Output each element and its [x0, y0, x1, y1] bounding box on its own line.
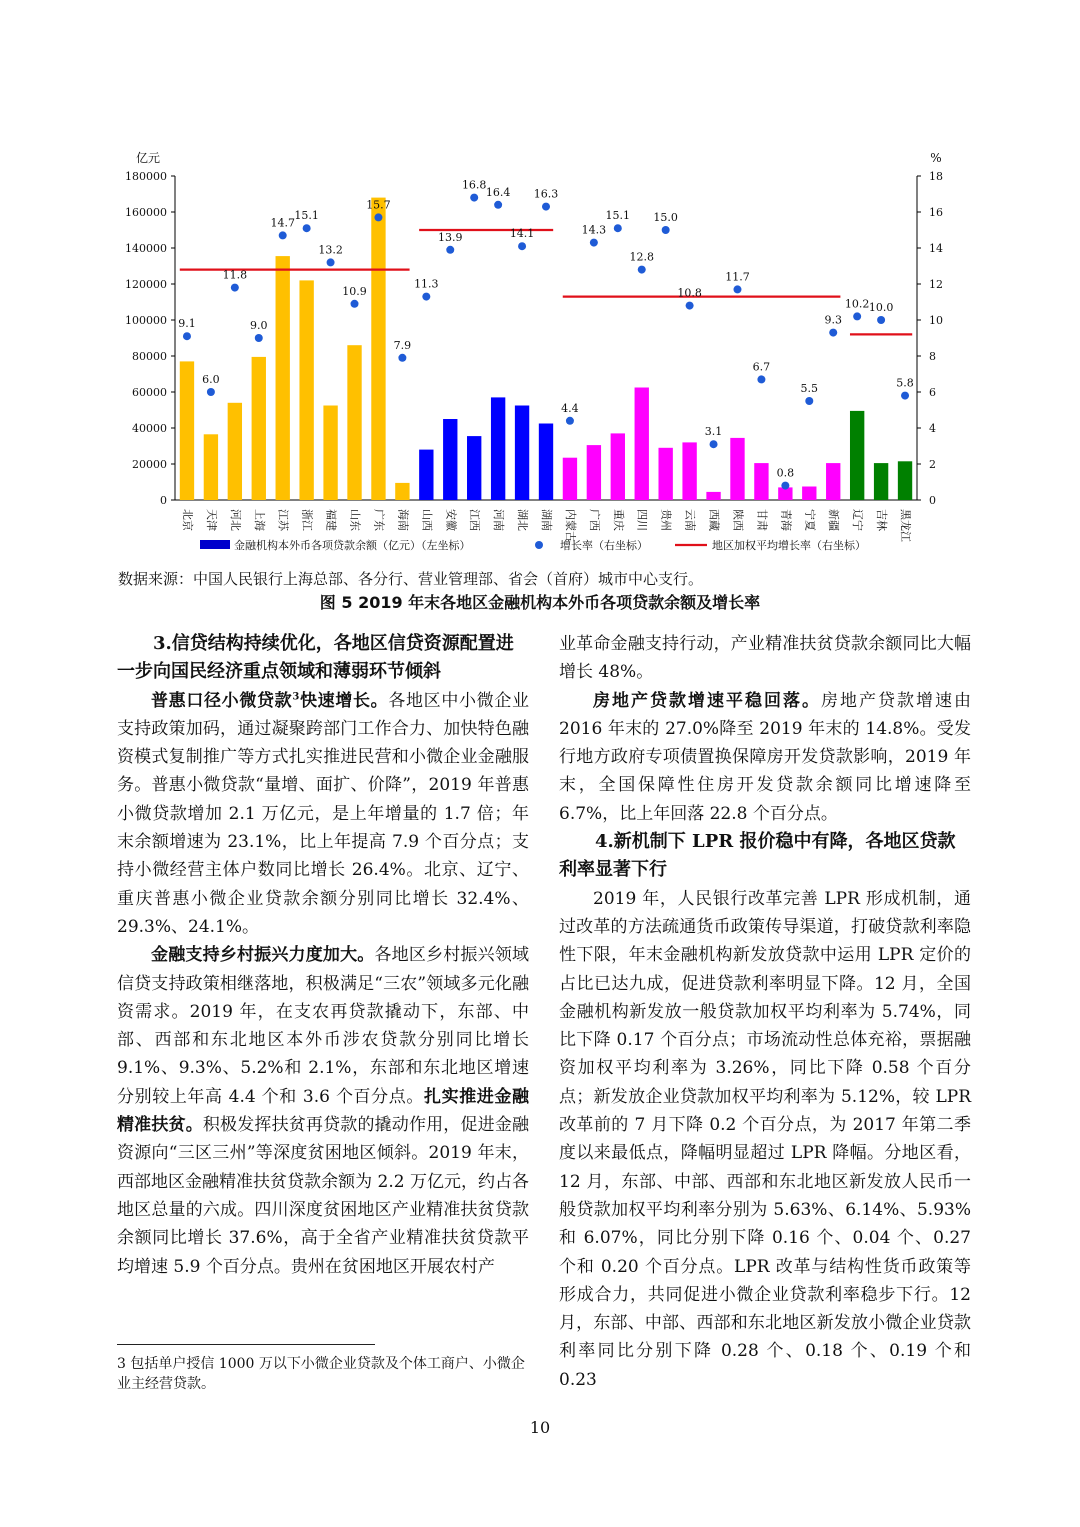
- growth-rate-label: 6.7: [752, 360, 771, 374]
- loan-bar: [850, 411, 864, 500]
- growth-rate-point: [279, 231, 287, 239]
- growth-rate-point: [422, 293, 430, 301]
- category-label: 新疆: [827, 509, 841, 531]
- loan-bar: [682, 442, 696, 500]
- right-tick-label: 8: [929, 350, 936, 363]
- growth-rate-label: 13.2: [318, 243, 343, 257]
- growth-rate-point: [231, 284, 239, 292]
- loan-bar: [898, 461, 912, 500]
- growth-rate-label: 0.8: [776, 466, 795, 480]
- loan-bar: [587, 445, 601, 500]
- paragraph-body: 房地产贷款增速由 2016 年末的 27.0%降至 2019 年末的 14.8%。受发行地方政府专项债置换保障房开发贷款影响，2019 年末，全国保障性住房开发贷款余额同比增速降至 6.7%，比上年回落 22.8 个百分点。: [559, 690, 971, 824]
- category-label: 广西: [587, 509, 601, 531]
- category-label: 湖北: [516, 509, 530, 531]
- category-label: 上海: [252, 509, 266, 531]
- paragraph-real-estate: [559, 687, 971, 828]
- right-tick-label: 6: [929, 386, 936, 399]
- loan-bar: [419, 450, 433, 500]
- growth-rate-label: 14.3: [581, 223, 607, 237]
- left-tick-label: 140000: [125, 242, 167, 255]
- figure-caption: 图 5 2019 年末各地区金融机构本外币各项贷款余额及增长率: [319, 593, 761, 612]
- loan-bar: [443, 419, 457, 500]
- category-label: 天津: [204, 509, 218, 531]
- category-label: 宁夏: [803, 509, 817, 531]
- left-tick-label: 120000: [125, 278, 167, 291]
- growth-rate-label: 15.7: [366, 198, 391, 212]
- growth-rate-point: [614, 224, 622, 232]
- growth-rate-label: 16.8: [461, 178, 487, 192]
- growth-rate-label: 4.4: [561, 401, 579, 415]
- growth-rate-point: [255, 334, 263, 342]
- growth-rate-point: [374, 213, 382, 221]
- loan-bar: [539, 424, 553, 501]
- growth-rate-label: 15.1: [294, 209, 319, 223]
- loan-bar: [635, 388, 649, 501]
- growth-rate-point: [470, 194, 478, 202]
- loan-balance-chart: [0, 0, 1080, 600]
- growth-rate-label: 16.4: [485, 185, 511, 199]
- loan-bar: [515, 406, 529, 501]
- paragraph-lpr: 2019 年，人民银行改革完善 LPR 形成机制，通过改革的方法疏通货币政策传导渠道，打破贷款利率隐性下限，年末金融机构新发放贷款中运用 LPR 定价的占比已达九成，促进贷款利率明显下降。12 月，全国金融机构新发放一般贷款加权平均利率为 5.74%，同比下降 0.17 个百分点；市场流动性总体充裕，票据融资加权平均利率为 3.26%，同比下降 0.58 个百分点；新发放企业贷款加权平均利率为 5.12%，较 LPR 改革前的 7 月下降 0.2 个百分点，为 2017 年第二季度以来最低点，降幅明显超过 LPR 降幅。分地区看，12 月，东部、中部、西部和东北地区新发放人民币一般贷款加权平均利率分别为 5.63%、6.14%、5.93%和 6.07%，同比分别下降 0.16 个、0.04 个、0.27 个和 0.20 个百分点。LPR 改革与结构性货币政策等形成合力，共同促进小微企业贷款利率稳步下行。12 月，东部、中部、西部和东北地区新发放小微企业贷款利率同比分别下降 0.28 个、0.18 个、0.19 个和 0.23: [559, 888, 971, 1390]
- growth-rate-point: [638, 266, 646, 274]
- category-label: 浙江: [300, 509, 314, 531]
- right-tick-label: 2: [929, 458, 936, 471]
- growth-rate-label: 15.1: [605, 209, 631, 223]
- paragraph-rural: [117, 941, 529, 1281]
- growth-rate-point: [805, 397, 813, 405]
- paragraph-body: 各地区乡村振兴领域信贷支持政策相继落地，积极满足“三农”领域多元化融资需求。2019 年，在支农再贷款撬动下，东部、中部、西部和东北地区本外币涉农贷款分别同比增长 9.1%、9.3%、5.2%和 2.1%，东部和东北地区增速分别较上年高 4.4 个和 3.6 个百分点。: [117, 945, 530, 1107]
- growth-rate-point: [757, 375, 765, 383]
- growth-rate-point: [398, 354, 406, 362]
- growth-rate-label: 11.8: [222, 268, 248, 282]
- left-tick-label: 100000: [125, 314, 167, 327]
- growth-rate-label: 10.8: [677, 286, 702, 300]
- paragraph-lead: 普惠口径小微贷款$^3$快速增长。: [151, 690, 389, 711]
- growth-rate-label: 12.8: [629, 250, 654, 264]
- category-label: 北京: [180, 509, 194, 531]
- category-label: 内蒙古: [563, 509, 577, 542]
- right-tick-label: 4: [929, 422, 936, 435]
- paragraph-lead: 扎实推进金融精准扶贫。: [117, 1086, 530, 1136]
- loan-bar: [658, 448, 672, 500]
- loan-bar: [754, 463, 768, 500]
- legend-line-label: 地区加权平均增长率（右坐标）: [712, 539, 866, 552]
- growth-rate-point: [853, 312, 861, 320]
- footnote-ref[interactable]: 3: [292, 690, 300, 702]
- loan-bar: [180, 361, 194, 500]
- footnote: 3 包括单户授信 1000 万以下小微企业贷款及个体工商户、小微企业主经营贷款。: [117, 1356, 525, 1392]
- growth-rate-point: [901, 392, 909, 400]
- left-tick-label: 180000: [125, 170, 167, 183]
- paragraph-microloans: [117, 687, 529, 942]
- category-label: 重庆: [611, 509, 625, 531]
- loan-bar: [874, 463, 888, 500]
- paragraph-continued: 业革命金融支持行动，产业精准扶贫贷款余额同比大幅增长 48%。: [559, 634, 971, 683]
- footnote-divider: [117, 1344, 375, 1345]
- right-axis-unit: %: [930, 151, 942, 165]
- growth-rate-point: [327, 258, 335, 266]
- left-column: [117, 630, 529, 1281]
- growth-rate-label: 3.1: [704, 425, 723, 439]
- left-tick-label: 160000: [125, 206, 167, 219]
- loan-bar: [730, 438, 744, 500]
- category-label: 山东: [348, 509, 362, 531]
- category-label: 河北: [228, 509, 242, 531]
- growth-rate-point: [877, 316, 885, 324]
- left-tick-label: 80000: [132, 350, 167, 363]
- category-label: 江苏: [276, 509, 290, 531]
- category-label: 贵州: [659, 509, 673, 531]
- category-label: 广东: [372, 509, 386, 531]
- legend-point-swatch: [535, 541, 543, 549]
- category-label: 江西: [468, 509, 482, 531]
- growth-rate-point: [590, 239, 598, 247]
- growth-rate-label: 9.0: [250, 319, 268, 332]
- growth-rate-point: [542, 203, 550, 211]
- growth-rate-label: 5.5: [800, 382, 819, 395]
- loan-bar: [347, 345, 361, 500]
- paragraph-body: 各地区中小微企业支持政策加码，通过凝聚跨部门工作合力、加快特色融资模式复制推广等方式扎实推进民营和小微企业金融服务。普惠小微贷款“量增、面扩、价降”，2019 年普惠小微贷款增加 2.1 万亿元，是上年增量的 1.7 倍；年末余额增速为 23.1%，比上年提高 7.9 个百分点；支持小微经营主体户数同比增长 26.4%。北京、辽宁、重庆普惠小微企业贷款余额分别同比增长 32.4%、29.3%、24.1%。: [117, 690, 530, 937]
- growth-rate-label: 10.2: [844, 297, 870, 311]
- loan-bar: [371, 198, 385, 500]
- loan-bar: [611, 433, 625, 500]
- growth-rate-label: 14.7: [270, 216, 295, 230]
- growth-rate-label: 9.3: [824, 313, 842, 327]
- growth-rate-label: 10.0: [868, 301, 894, 314]
- growth-rate-label: 14.1: [509, 227, 535, 241]
- loan-bar: [563, 458, 577, 500]
- loan-bar: [299, 280, 313, 500]
- growth-rate-point: [733, 285, 741, 293]
- growth-rate-point: [566, 417, 574, 425]
- loan-bar: [706, 492, 720, 500]
- page-number: 10: [529, 1418, 551, 1437]
- growth-rate-point: [207, 388, 215, 396]
- category-label: 黑龙江: [899, 509, 913, 542]
- paragraph-lead: 房地产贷款增速平稳回落。: [593, 690, 821, 711]
- category-label: 陕西: [731, 509, 745, 531]
- category-label: 西藏: [707, 509, 721, 531]
- paragraph-lead: 金融支持乡村振兴力度加大。: [151, 945, 375, 966]
- growth-rate-label: 10.9: [342, 284, 367, 298]
- legend-bar-label: 金融机构本外币各项贷款余额（亿元）（左坐标）: [234, 539, 471, 552]
- section-heading-3: 3.信贷结构持续优化，各地区信贷资源配置进一步向国民经济重点领域和薄弱环节倾斜: [117, 633, 514, 683]
- category-label: 河南: [492, 509, 506, 531]
- category-label: 云南: [683, 509, 697, 531]
- growth-rate-point: [829, 329, 837, 337]
- category-label: 安徽: [444, 509, 458, 531]
- growth-rate-label: 7.9: [393, 338, 412, 352]
- growth-rate-point: [781, 482, 789, 490]
- loan-bar: [204, 434, 218, 500]
- growth-rate-point: [686, 302, 694, 310]
- growth-rate-point: [518, 242, 526, 250]
- loan-bar: [228, 403, 242, 500]
- right-tick-label: 16: [929, 206, 943, 219]
- paragraph-body: 积极发挥扶贫再贷款的撬动作用，促进金融资源向“三区三州”等深度贫困地区倾斜。2019 年末，西部地区金融精准扶贫贷款余额为 2.2 万亿元，约占各地区总量的六成。四川深度贫困地区产业精准扶贫贷款余额同比增长 37.6%，高于全省产业精准扶贫贷款平均增速 5.9 个百分点。贵州在贫困地区开展农村产: [117, 1115, 530, 1277]
- right-tick-label: 14: [929, 242, 943, 255]
- growth-rate-point: [662, 226, 670, 234]
- right-column: [559, 630, 971, 1394]
- category-label: 青海: [779, 509, 793, 531]
- left-tick-label: 0: [160, 494, 167, 507]
- loan-bar: [395, 483, 409, 500]
- left-axis-unit: 亿元: [135, 151, 161, 165]
- legend-bar-swatch: [200, 540, 230, 549]
- growth-rate-point: [183, 332, 191, 340]
- right-tick-label: 0: [929, 494, 936, 507]
- right-tick-label: 10: [929, 314, 943, 327]
- loan-bar: [826, 463, 840, 500]
- loan-bar: [491, 397, 505, 500]
- left-tick-label: 40000: [132, 422, 167, 435]
- growth-rate-label: 13.9: [438, 230, 463, 244]
- category-label: 四川: [635, 509, 649, 531]
- growth-rate-point: [303, 224, 311, 232]
- loan-bar: [323, 406, 337, 501]
- category-label: 甘肃: [755, 509, 769, 531]
- right-tick-label: 18: [929, 170, 943, 183]
- category-label: 福建: [324, 509, 338, 531]
- growth-rate-label: 16.3: [533, 187, 559, 201]
- chart-source-note: 数据来源：中国人民银行上海总部、各分行、营业管理部、省会（首府）城市中心支行。: [118, 570, 704, 588]
- growth-rate-label: 11.3: [414, 277, 439, 291]
- growth-rate-label: 5.8: [896, 376, 914, 390]
- category-label: 海南: [396, 509, 410, 531]
- loan-bar: [467, 436, 481, 500]
- section-heading-4: 4.新机制下 LPR 报价稳中有降，各地区贷款利率显著下行: [559, 831, 956, 881]
- legend-point-label: 增长率（右坐标）: [560, 539, 648, 552]
- category-label: 湖南: [540, 509, 553, 531]
- growth-rate-label: 6.0: [202, 373, 220, 386]
- growth-rate-label: 11.7: [725, 270, 750, 284]
- loan-bar: [802, 487, 816, 501]
- left-tick-label: 60000: [132, 386, 167, 399]
- category-label: 山西: [420, 509, 434, 531]
- growth-rate-label: 9.1: [178, 317, 196, 331]
- growth-rate-label: 15.0: [653, 211, 678, 224]
- growth-rate-point: [446, 246, 454, 254]
- right-tick-label: 12: [929, 278, 943, 291]
- growth-rate-point: [494, 201, 502, 209]
- loan-bar: [276, 256, 290, 500]
- growth-rate-point: [710, 440, 718, 448]
- loan-bar: [252, 357, 266, 500]
- growth-rate-point: [351, 300, 359, 308]
- category-label: 吉林: [875, 509, 889, 531]
- left-tick-label: 20000: [132, 458, 167, 471]
- category-label: 辽宁: [851, 509, 865, 531]
